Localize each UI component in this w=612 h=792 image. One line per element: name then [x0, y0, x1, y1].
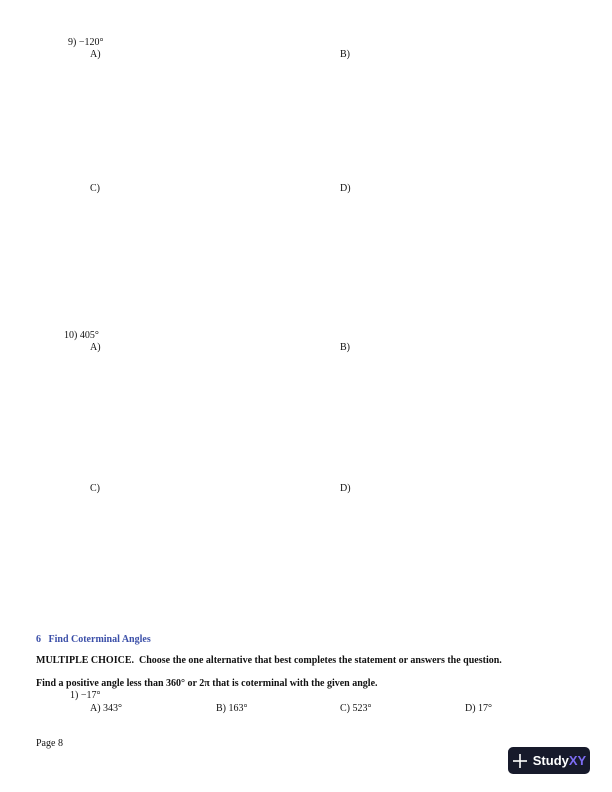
- question-9-number: 9) −120°: [68, 37, 104, 48]
- q10-choice-a: A): [90, 342, 101, 353]
- section-title: 6 Find Coterminal Angles: [36, 634, 151, 645]
- q10-choice-b: B): [340, 342, 350, 353]
- q10-choice-c: C): [90, 483, 100, 494]
- page-number: Page 8: [36, 738, 63, 749]
- mc-choice-d: D) 17°: [465, 703, 493, 714]
- q10-choice-d: D): [340, 483, 351, 494]
- q9-choice-d: D): [340, 183, 351, 194]
- mc-question-number: 1) −17°: [70, 690, 101, 701]
- section-instruction: MULTIPLE CHOICE. Choose the one alternative that best completes the statement or answers the question.: [36, 655, 502, 666]
- q9-choice-a: A): [90, 49, 101, 60]
- question-10-number: 10) 405°: [64, 330, 99, 341]
- q9-choice-b: B): [340, 49, 350, 60]
- mc-choice-b: B) 163°: [216, 703, 248, 714]
- studyxy-badge[interactable]: [508, 747, 590, 774]
- mc-choice-a: A) 343°: [90, 703, 123, 714]
- badge-xy-text: XY: [568, 753, 587, 768]
- badge-study-text: Study: [532, 753, 569, 768]
- question-prompt: Find a positive angle less than 360° or 2π that is coterminal with the given angle.: [36, 678, 378, 689]
- q9-choice-c: C): [90, 183, 100, 194]
- mc-choice-c: C) 523°: [340, 703, 372, 714]
- plus-icon: [512, 753, 528, 769]
